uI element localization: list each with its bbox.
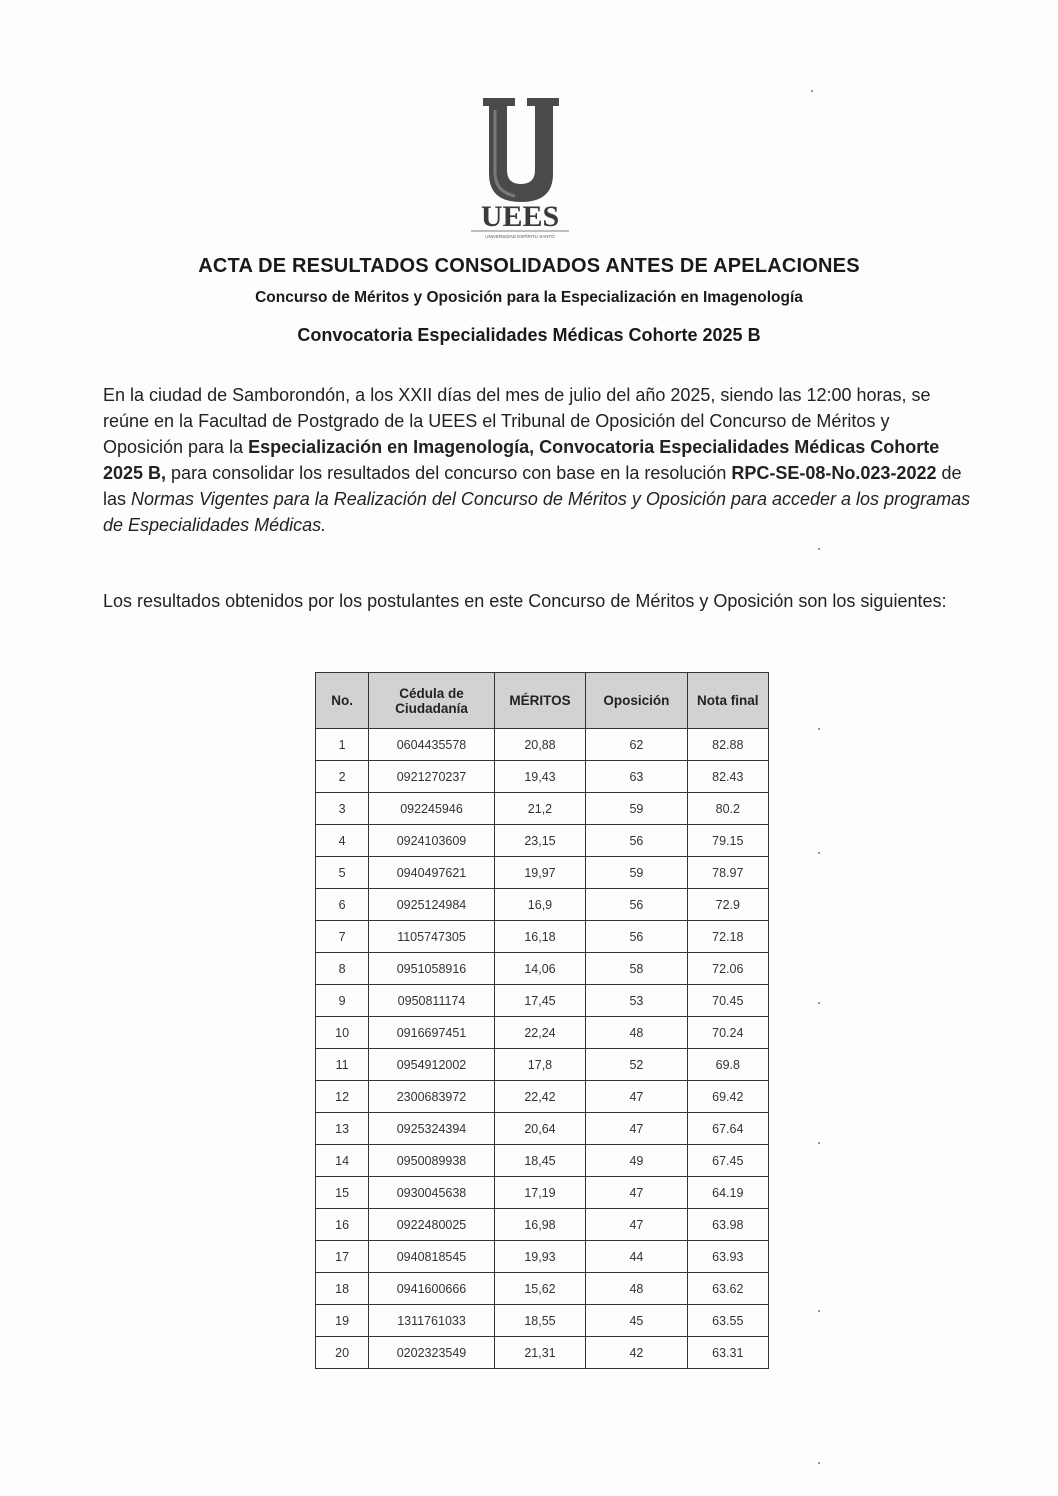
intro-text-2: para consolidar los resultados del concurso con base en la resolución [166, 463, 732, 483]
cell-no: 11 [316, 1049, 369, 1081]
cell-no: 10 [316, 1017, 369, 1049]
cell-cedula: 0940497621 [369, 857, 495, 889]
table-row [316, 1081, 769, 1113]
table-row [316, 985, 769, 1017]
cell-no: 20 [316, 1337, 369, 1369]
cell-oposicion: 48 [586, 1017, 687, 1049]
convocatoria-title: Convocatoria Especialidades Médicas Cohorte 2025 B [297, 325, 761, 345]
cell-meritos: 21,31 [494, 1337, 585, 1369]
table-row [316, 889, 769, 921]
cell-oposicion: 56 [586, 921, 687, 953]
cell-oposicion: 56 [586, 825, 687, 857]
cell-meritos: 17,19 [494, 1177, 585, 1209]
table-row [316, 857, 769, 889]
cell-nota-final: 79.15 [687, 825, 768, 857]
cell-meritos: 14,06 [494, 953, 585, 985]
cell-oposicion: 59 [586, 857, 687, 889]
cell-nota-final: 69.42 [687, 1081, 768, 1113]
cell-no: 6 [316, 889, 369, 921]
cell-no: 9 [316, 985, 369, 1017]
cell-meritos: 18,45 [494, 1145, 585, 1177]
table-header-row [316, 673, 769, 729]
cell-no: 12 [316, 1081, 369, 1113]
intro-text-3: de las [103, 463, 962, 509]
scan-speck [818, 852, 820, 854]
cell-oposicion: 56 [586, 889, 687, 921]
uees-logo [455, 92, 585, 240]
cell-nota-final: 63.98 [687, 1209, 768, 1241]
cell-cedula: 0930045638 [369, 1177, 495, 1209]
cell-meritos: 17,8 [494, 1049, 585, 1081]
table-row [316, 1049, 769, 1081]
cell-meritos: 20,88 [494, 729, 585, 761]
cell-oposicion: 49 [586, 1145, 687, 1177]
cell-nota-final: 78.97 [687, 857, 768, 889]
cell-cedula: 0941600666 [369, 1273, 495, 1305]
cell-nota-final: 69.8 [687, 1049, 768, 1081]
cell-meritos: 16,18 [494, 921, 585, 953]
cell-no: 17 [316, 1241, 369, 1273]
cell-oposicion: 45 [586, 1305, 687, 1337]
cell-oposicion: 47 [586, 1209, 687, 1241]
cell-meritos: 19,97 [494, 857, 585, 889]
cell-nota-final: 67.64 [687, 1113, 768, 1145]
cell-meritos: 22,24 [494, 1017, 585, 1049]
cell-cedula: 2300683972 [369, 1081, 495, 1113]
scan-speck [811, 90, 813, 92]
cell-oposicion: 58 [586, 953, 687, 985]
cell-no: 13 [316, 1113, 369, 1145]
cell-meritos: 21,2 [494, 793, 585, 825]
logo-subtext: UNIVERSIDAD ESPÍRITU SANTO [485, 234, 555, 239]
cell-meritos: 16,98 [494, 1209, 585, 1241]
table-row [316, 1337, 769, 1369]
cell-meritos: 20,64 [494, 1113, 585, 1145]
cell-nota-final: 72.06 [687, 953, 768, 985]
cell-cedula: 0925324394 [369, 1113, 495, 1145]
table-row [316, 761, 769, 793]
table-row [316, 1177, 769, 1209]
cell-cedula: 092245946 [369, 793, 495, 825]
cell-nota-final: 63.55 [687, 1305, 768, 1337]
cell-no: 8 [316, 953, 369, 985]
cell-no: 5 [316, 857, 369, 889]
cell-no: 7 [316, 921, 369, 953]
cell-no: 4 [316, 825, 369, 857]
header-meritos: MÉRITOS [494, 673, 585, 729]
cell-cedula: 0950811174 [369, 985, 495, 1017]
table-row [316, 953, 769, 985]
cell-nota-final: 67.45 [687, 1145, 768, 1177]
cell-nota-final: 63.62 [687, 1273, 768, 1305]
scan-speck [818, 1462, 820, 1464]
cell-nota-final: 70.45 [687, 985, 768, 1017]
cell-cedula: 0916697451 [369, 1017, 495, 1049]
cell-cedula: 0604435578 [369, 729, 495, 761]
header-no: No. [316, 673, 369, 729]
cell-nota-final: 80.2 [687, 793, 768, 825]
cell-cedula: 0924103609 [369, 825, 495, 857]
table-row [316, 1113, 769, 1145]
scan-speck [818, 728, 820, 730]
table-row [316, 1209, 769, 1241]
cell-oposicion: 63 [586, 761, 687, 793]
cell-meritos: 19,43 [494, 761, 585, 793]
cell-cedula: 0922480025 [369, 1209, 495, 1241]
cell-nota-final: 72.18 [687, 921, 768, 953]
cell-oposicion: 42 [586, 1337, 687, 1369]
cell-nota-final: 63.31 [687, 1337, 768, 1369]
cell-nota-final: 64.19 [687, 1177, 768, 1209]
table-row [316, 1145, 769, 1177]
table-row [316, 1241, 769, 1273]
cell-nota-final: 82.88 [687, 729, 768, 761]
cell-cedula: 1311761033 [369, 1305, 495, 1337]
cell-cedula: 0925124984 [369, 889, 495, 921]
cell-nota-final: 63.93 [687, 1241, 768, 1273]
scan-speck [818, 1142, 820, 1144]
intro-paragraph [103, 382, 973, 538]
cell-meritos: 16,9 [494, 889, 585, 921]
table-row [316, 921, 769, 953]
logo-text: UEES [480, 200, 560, 233]
cell-meritos: 22,42 [494, 1081, 585, 1113]
cell-no: 18 [316, 1273, 369, 1305]
cell-no: 19 [316, 1305, 369, 1337]
cell-oposicion: 47 [586, 1113, 687, 1145]
table-row [316, 793, 769, 825]
table-row [316, 1017, 769, 1049]
intro-text-1: En la ciudad de Samborondón, a los XXII días del mes de julio del año 2025, siendo las 12:00 horas, se reúne en la Facultad de Postgrado de la UEES el Tribunal de Oposición del Concurso de Méritos y Oposición para la [103, 385, 931, 457]
cell-no: 14 [316, 1145, 369, 1177]
cell-cedula: 0951058916 [369, 953, 495, 985]
cell-oposicion: 47 [586, 1081, 687, 1113]
scan-speck [818, 548, 820, 550]
cell-cedula: 0950089938 [369, 1145, 495, 1177]
document-subtitle: Concurso de Méritos y Oposición para la Especialización en Imagenología [255, 289, 803, 306]
table-row [316, 729, 769, 761]
cell-no: 3 [316, 793, 369, 825]
cell-meritos: 18,55 [494, 1305, 585, 1337]
table-body [316, 729, 769, 1369]
scan-speck [818, 1310, 820, 1312]
cell-cedula: 0921270237 [369, 761, 495, 793]
cell-meritos: 23,15 [494, 825, 585, 857]
cell-oposicion: 62 [586, 729, 687, 761]
header-oposicion: Oposición [586, 673, 687, 729]
table-row [316, 825, 769, 857]
cell-meritos: 19,93 [494, 1241, 585, 1273]
cell-oposicion: 47 [586, 1177, 687, 1209]
results-table [315, 672, 769, 1369]
cell-cedula: 0202323549 [369, 1337, 495, 1369]
cell-no: 1 [316, 729, 369, 761]
cell-oposicion: 44 [586, 1241, 687, 1273]
resolution-code: RPC-SE-08-No.023-2022 [731, 463, 937, 483]
header-nota-final: Nota final [687, 673, 768, 729]
results-intro-paragraph: Los resultados obtenidos por los postulantes en este Concurso de Méritos y Oposición son los siguientes: [103, 591, 947, 611]
cell-no: 16 [316, 1209, 369, 1241]
table-row [316, 1273, 769, 1305]
cell-nota-final: 70.24 [687, 1017, 768, 1049]
cell-meritos: 15,62 [494, 1273, 585, 1305]
cell-no: 15 [316, 1177, 369, 1209]
cell-nota-final: 82.43 [687, 761, 768, 793]
header-cedula: Cédula de Ciudadanía [369, 673, 495, 729]
document-title: ACTA DE RESULTADOS CONSOLIDADOS ANTES DE APELACIONES [198, 255, 860, 277]
cell-oposicion: 59 [586, 793, 687, 825]
table-row [316, 1305, 769, 1337]
cell-cedula: 0940818545 [369, 1241, 495, 1273]
cell-oposicion: 53 [586, 985, 687, 1017]
cell-cedula: 0954912002 [369, 1049, 495, 1081]
cell-cedula: 1105747305 [369, 921, 495, 953]
cell-nota-final: 72.9 [687, 889, 768, 921]
intro-bold-1: Especialización en Imagenología, Convocatoria Especialidades Médicas Cohorte 2025 B, [103, 437, 940, 483]
cell-no: 2 [316, 761, 369, 793]
norms-title: Normas Vigentes para la Realización del Concurso de Méritos y Oposición para acceder a los programas de Especialidades Médicas. [103, 489, 971, 535]
cell-oposicion: 52 [586, 1049, 687, 1081]
scan-speck [818, 1002, 820, 1004]
cell-oposicion: 48 [586, 1273, 687, 1305]
cell-meritos: 17,45 [494, 985, 585, 1017]
